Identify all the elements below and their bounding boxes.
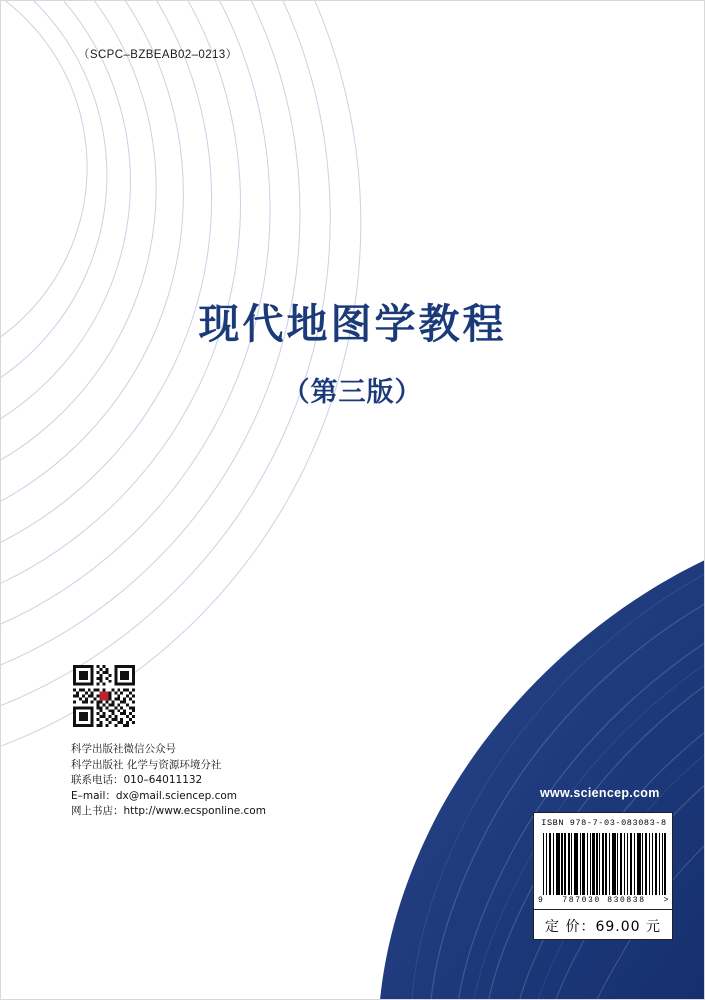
qr-code-icon xyxy=(73,665,135,727)
price-divider xyxy=(534,909,672,910)
barcode-block xyxy=(533,812,673,940)
page-title: 现代地图学教程 xyxy=(198,300,507,348)
barcode-digit-left: 9 xyxy=(538,896,545,905)
contact-line-1: 科学出版社微信公众号 xyxy=(71,743,176,755)
barcode-digit-main: 787030 830838 xyxy=(562,896,646,905)
barcode-digits xyxy=(538,896,670,905)
contact-line-4: E–mail：dx@mail.sciencep.com xyxy=(71,789,238,802)
isbn-label: ISBN 978-7-03-083083-8 xyxy=(541,818,667,828)
catalog-code: （SCPC–BZBEAB02–0213） xyxy=(78,49,238,61)
price-label: 定 价：69.00 元 xyxy=(545,919,661,935)
contact-line-3: 联系电话：010–64011132 xyxy=(71,774,203,786)
publisher-contact xyxy=(71,742,266,820)
contact-line-2: 科学出版社 化学与资源环境分社 xyxy=(71,758,222,771)
contact-line-5: 网上书店：http://www.ecsponline.com xyxy=(71,805,266,817)
title-block xyxy=(0,300,705,409)
barcode-digit-right: > xyxy=(663,896,670,905)
publisher-website[interactable]: www.sciencep.com xyxy=(540,786,660,800)
page-subtitle: （第三版） xyxy=(282,377,423,409)
barcode-bars xyxy=(543,833,665,895)
